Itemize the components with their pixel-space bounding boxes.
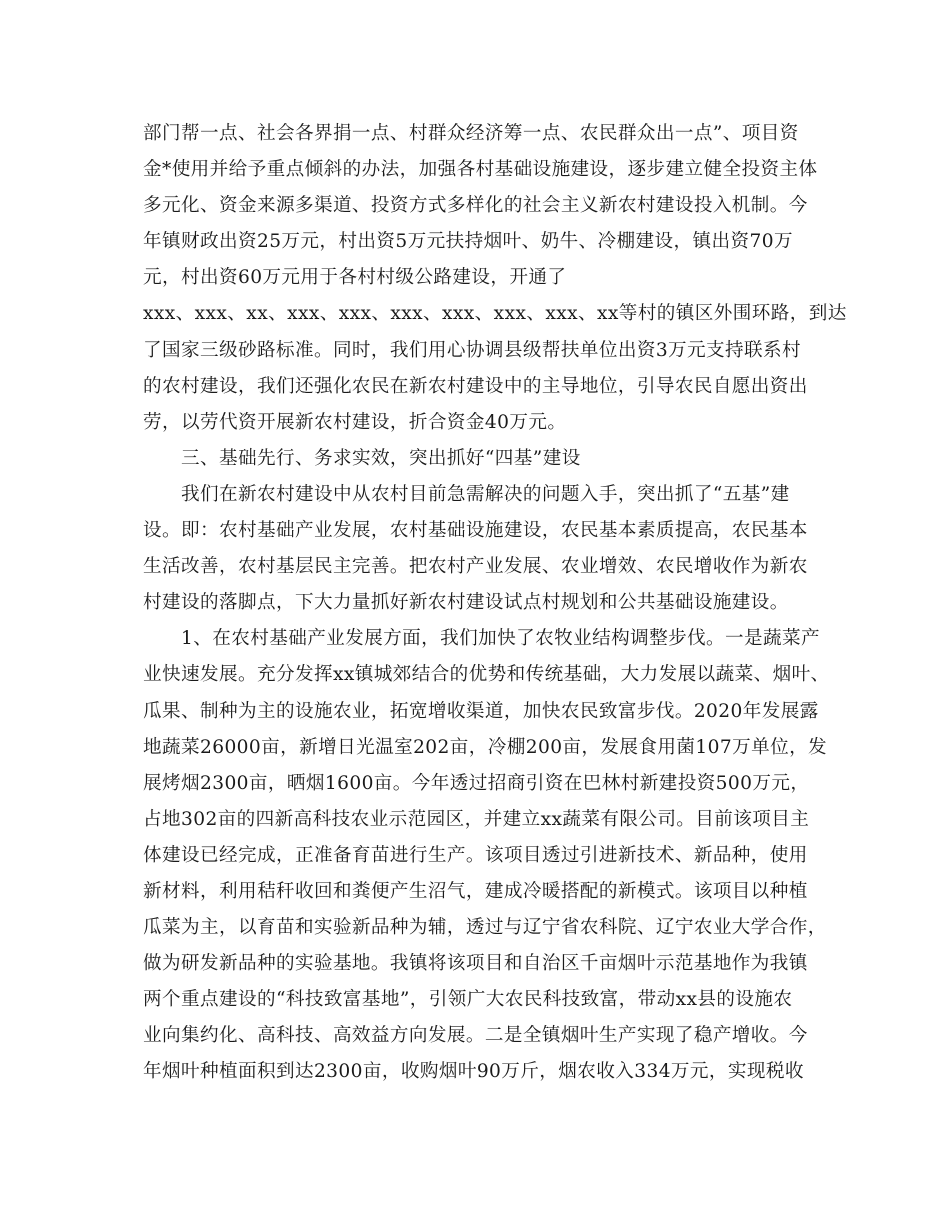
- text-line: 业向集约化、高科技、高效益方向发展。二是全镇烟叶生产实现了稳产增收。今: [143, 1025, 808, 1047]
- text-line: 两个重点建设的“科技致富基地”，引领广大农民科技致富，带动xx县的设施农: [143, 989, 793, 1011]
- text-line: 1、在农村基础产业发展方面，我们加快了农牧业结构调整步伐。一是蔬菜产: [181, 628, 821, 650]
- text-line: 占地302亩的四新高科技农业示范园区，并建立xx蔬菜有限公司。目前该项目主: [143, 808, 810, 830]
- text-line: 多元化、资金来源多渠道、投资方式多样化的社会主义新农村建设投入机制。今: [143, 195, 808, 217]
- text-line: 部门帮一点、社会各界捐一点、村群众经济筹一点、农民群众出一点”、项目资: [143, 123, 799, 144]
- text-line: 我们在新农村建设中从农村目前急需解决的问题入手，突出抓了“五基”建: [181, 483, 790, 505]
- text-line: 年镇财政出资25万元，村出资5万元扶持烟叶、奶牛、冷棚建设，镇出资70万: [143, 231, 793, 253]
- text-line: 了国家三级砂路标准。同时，我们用心协调县级帮扶单位出资3万元支持联系村: [143, 339, 802, 361]
- text-line: 做为研发新品种的实验基地。我镇将该项目和自治区千亩烟叶示范基地作为我镇: [143, 953, 808, 975]
- text-line: 劳，以劳代资开展新农村建设，折合资金40万元。: [143, 411, 567, 433]
- text-line: 设。即：农村基础产业发展，农村基础设施建设，农民基本素质提高，农民基本: [143, 520, 808, 542]
- text-line: 瓜菜为主，以育苗和实验新品种为辅，透过与辽宁省农科院、辽宁农业大学合作，: [143, 917, 827, 939]
- text-line: 业快速发展。充分发挥xx镇城郊结合的优势和传统基础，大力发展以蔬菜、烟叶、: [143, 664, 830, 686]
- text-line: 元，村出资60万元用于各村村级公路建设，开通了: [143, 267, 567, 289]
- text-line: 村建设的落脚点，下大力量抓好新农村建设试点村规划和公共基础设施建设。: [143, 592, 789, 614]
- text-line: 的农村建设，我们还强化农民在新农村建设中的主导地位，引导农民自愿出资出: [143, 375, 808, 397]
- text-line: 展烤烟2300亩，晒烟1600亩。今年透过招商引资在巴林村新建投资500万元，: [143, 772, 810, 794]
- text-line: 地蔬菜26000亩，新增日光温室202亩，冷棚200亩，发展食用菌107万单位，发: [143, 736, 828, 758]
- text-line: 金*使用并给予重点倾斜的办法，加强各村基础设施建设，逐步建立健全投资主体: [143, 159, 818, 181]
- section-heading: 三、基础先行、务求实效，突出抓好“四基”建设: [181, 447, 581, 469]
- document-body: [143, 116, 847, 1091]
- text-line: 瓜果、制种为主的设施农业，拓宽增收渠道，加快农民致富步伐。2020年发展露: [143, 700, 819, 722]
- text-line: 体建设已经完成，正准备育苗进行生产。该项目透过引进新技术、新品种，使用: [143, 844, 808, 866]
- text-line: 生活改善，农村基层民主完善。把农村产业发展、农业增效、农民增收作为新农: [143, 556, 808, 578]
- text-line: 新材料，利用秸秆收回和粪便产生沼气，建成冷暖搭配的新模式。该项目以种植: [143, 880, 808, 902]
- text-line: xxx、xxx、xx、xxx、xxx、xxx、xxx、xxx、xxx、xx等村的镇区外围环路，到达: [143, 303, 847, 325]
- text-line: 年烟叶种植面积到达2300亩，收购烟叶90万斤，烟农收入334万元，实现税收: [143, 1061, 804, 1083]
